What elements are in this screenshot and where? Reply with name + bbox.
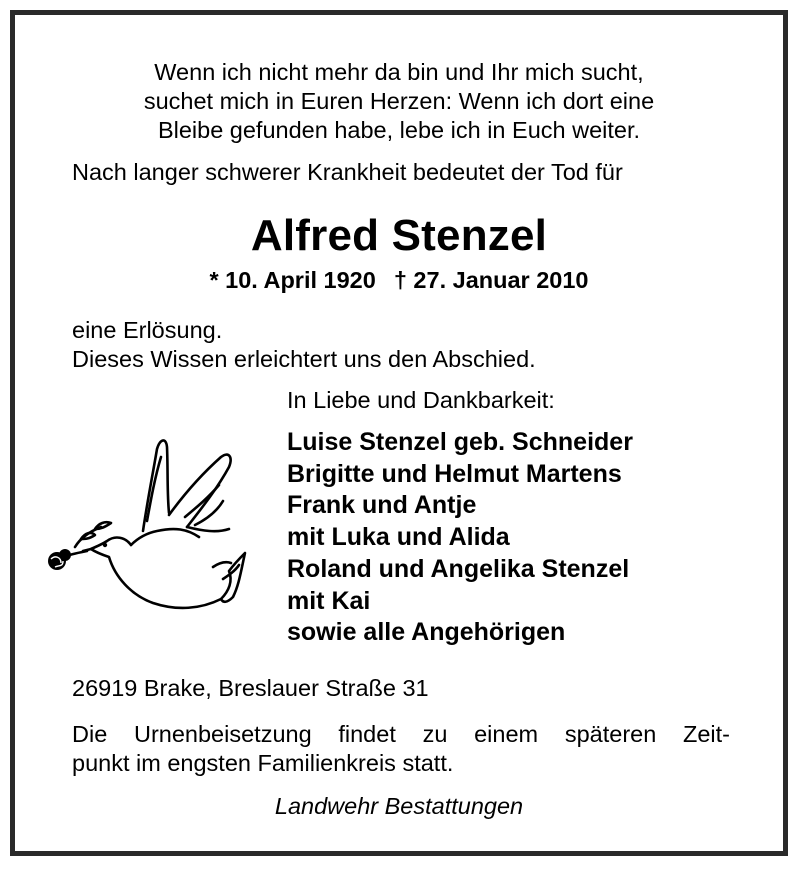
address: 26919 Brake, Breslauer Straße 31	[72, 675, 429, 701]
family-list	[287, 427, 633, 649]
poem-line: suchet mich in Euren Herzen: Wenn ich dort eine	[143, 88, 655, 114]
poem-line: Wenn ich nicht mehr da bin und Ihr mich sucht,	[154, 59, 644, 85]
obituary-notice	[10, 10, 788, 856]
death-date: † 27. Januar 2010	[393, 267, 589, 293]
family-member: sowie alle Angehörigen	[287, 618, 566, 647]
life-dates	[15, 267, 783, 294]
relief-text	[72, 317, 536, 375]
family-member: Luise Stenzel geb. Schneider	[287, 428, 633, 456]
birth-date: * 10. April 1920	[209, 267, 376, 293]
poem	[15, 59, 783, 146]
undertaker: Landwehr Bestattungen	[274, 793, 524, 819]
family-member: Frank und Antje	[287, 491, 477, 520]
relief-line: eine Erlösung.	[72, 317, 223, 343]
poem-line: Bleibe gefunden habe, lebe ich in Euch weiter.	[157, 117, 641, 143]
burial-notice	[72, 720, 730, 778]
family-member: Roland und Angelika Stenzel	[287, 554, 630, 583]
deceased-name: Alfred Stenzel	[250, 211, 548, 260]
family-member: mit Luka und Alida	[287, 523, 510, 552]
family-member: mit Kai	[287, 586, 371, 615]
intro-text: Nach langer schwerer Krankheit bedeutet der Tod für	[72, 159, 623, 185]
burial-line: punkt im engsten Familienkreis statt.	[72, 750, 454, 776]
family-member: Brigitte und Helmut Martens	[287, 459, 622, 488]
thanks-text: In Liebe und Dankbarkeit:	[287, 387, 555, 413]
burial-line: Die Urnenbeisetzung findet zu einem späteren Zeit-	[72, 721, 730, 747]
dove-with-rose-icon	[35, 427, 255, 617]
relief-line: Dieses Wissen erleichtert uns den Abschied.	[72, 346, 536, 372]
